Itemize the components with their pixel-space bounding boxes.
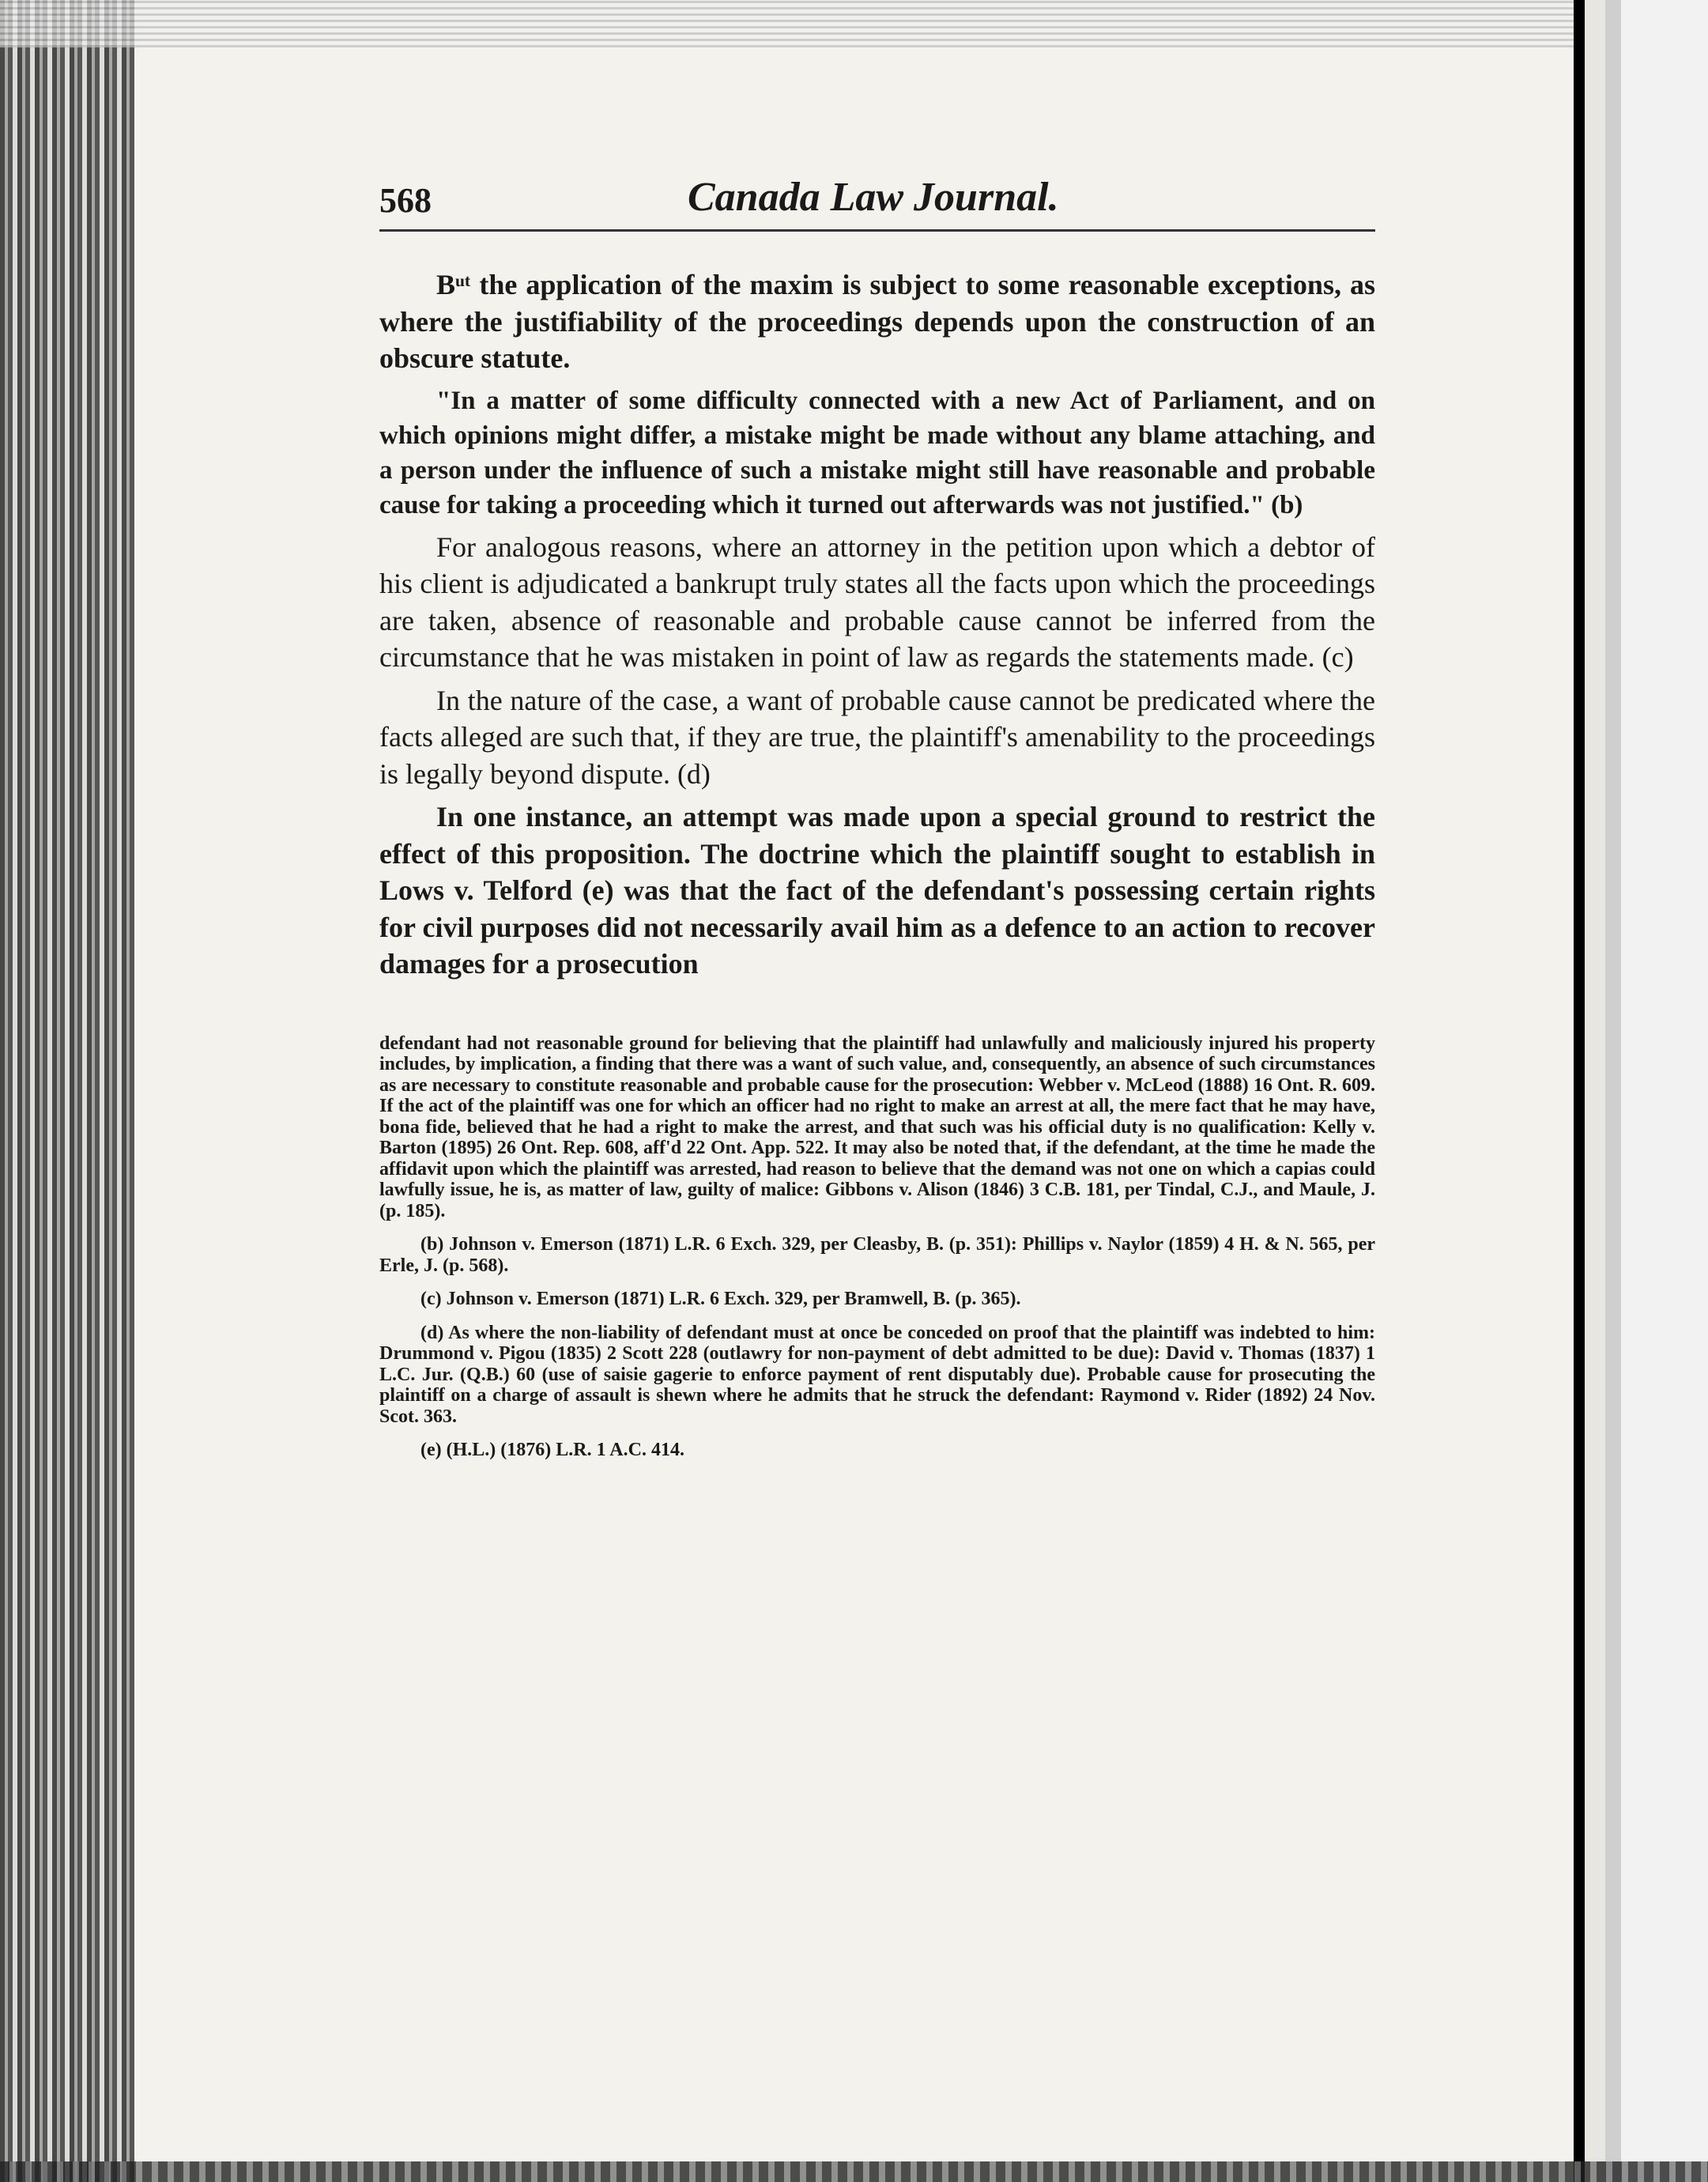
paragraph: For analogous reasons, where an attorney in the petition upon which a debtor of his client is adjudicated a bankrupt truly states all the facts upon which the proceedings are taken, absence of reasonable and probable cause cannot be inferred from the circumstance that he was mistaken in point of law as regards the statements made. (c) (379, 530, 1375, 673)
footnote-continuation: defendant had not reasonable ground for believing that the plaintiff had unlawfully and maliciously injured his property includes, by implication, a finding that there was a want of such value, and, consequently, an absence of such circumstances as are necessary to constitute reasonable and probable cause for the prosecution: Webber v. McLeod (1888) 16 Ont. R. 609. If the act of the plaintiff was one for which an officer had no right to make an arrest at all, the mere fact that he may have, bona fide, believed that he had a right to make the arrest, and that such was his official duty is no qualification: Kelly v. Barton (1895) 26 Ont. Rep. 608, aff'd 22 Ont. App. 522. It may also be noted that, if the defendant, at the time he made the affidavit upon which the plaintiff was arrested, had reason to believe that the demand was not one on which a capias could lawfully issue, he is, as matter of law, guilty of malice: Gibbons v. Alison (1846) 3 C.B. 181, per Tindal, C.J., and Maule, J. (p. 185). (379, 1032, 1375, 1221)
quoted-paragraph: "In a matter of some difficulty connected with a new Act of Parliament, and on which opinions might differ, a mistake might be made without any blame attaching, and a person under the influence of such a mistake might still have reasonable and probable cause for taking a proceeding which it turned out afterwards was not justified." (b) (379, 386, 1375, 519)
scan-bottom-edge (0, 2161, 1708, 2182)
paragraph: In the nature of the case, a want of probable cause cannot be predicated where the facts alleged are such that, if they are true, the plaintiff's amenability to the proceedings is legally beyond dispute. (d) (379, 684, 1375, 790)
paragraph: B⁠ᵘᵗ the application of the maxim is subject to some reasonable exceptions, as where the justifiability of the proceedings depends upon the construction of an obscure statute. (379, 269, 1375, 374)
running-head (379, 174, 1375, 232)
paragraph: In one instance, an attempt was made upon a special ground to restrict the effect of this proposition. The doctrine which the plaintiff sought to establish in Lows v. Telford (e) was that the fact of the defendant's possessing certain rights for civil purposes did not necessarily avail him as a defence to an action to recover damages for a prosecution (379, 801, 1375, 980)
footnote-e: (e) (H.L.) (1876) L.R. 1 A.C. 414. (420, 1440, 684, 1460)
scan-binding-edge (0, 0, 134, 2182)
page-number: 568 (379, 181, 432, 220)
scan-right-edge (1574, 0, 1708, 2182)
footnote-b: (b) Johnson v. Emerson (1871) L.R. 6 Exch. 329, per Cleasby, B. (p. 351): Phillips v. Naylor (1859) 4 H. & N. 565, per Erle, J. (p. 568). (379, 1234, 1375, 1276)
footnote-d: (d) As where the non-liability of defendant must at once be conceded on proof that the plaintiff was indebted to him: Drummond v. Pigou (1835) 2 Scott 228 (outlawry for non-payment of debt admitted to be due): David v. Thomas (1837) 1 L.C. Jur. (Q.B.) 60 (use of saisie gagerie to enforce payment of rent disputably due). Probable cause for prosecuting the plaintiff on a charge of assault is shewn where he admits that he struck the defendant: Raymond v. Rider (1892) 24 Nov. Scot. 363. (379, 1322, 1375, 1427)
footnote-c: (c) Johnson v. Emerson (1871) L.R. 6 Exch. 329, per Bramwell, B. (p. 365). (420, 1289, 1021, 1309)
scan-top-edge (0, 0, 1708, 47)
journal-title: Canada Law Journal. (688, 175, 1059, 220)
main-text (379, 266, 1375, 983)
footnotes (379, 1033, 1375, 1461)
document-page (379, 174, 1375, 1461)
